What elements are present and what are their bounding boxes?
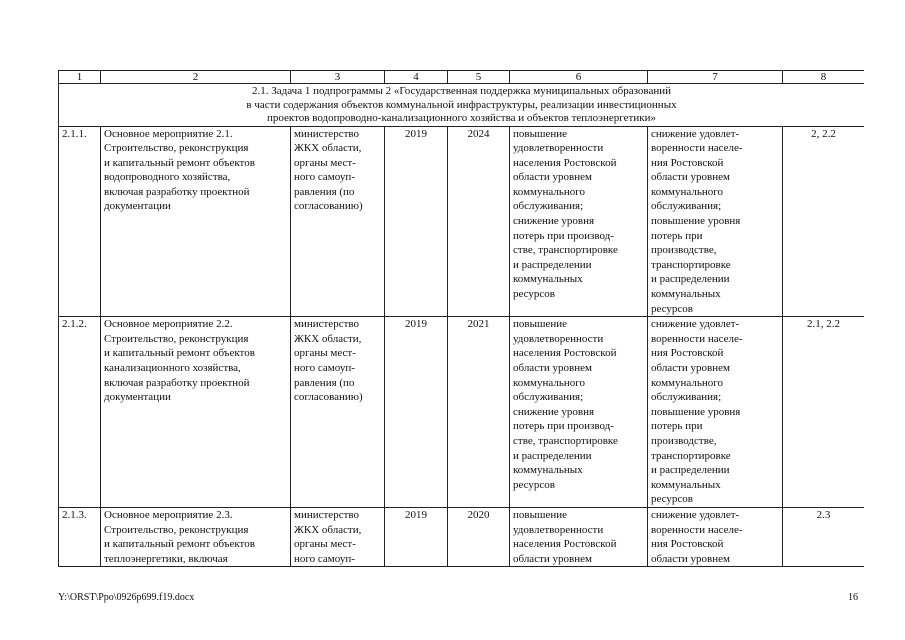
section-title-row [59,84,865,127]
table-row [59,507,865,566]
footer-file-path: Y:\ORST\Ppo\0926p699.f19.docx [58,592,195,603]
row-number: 2.1.3. [59,507,101,566]
responsible-executor: министерство ЖКХ области, органы мест- ного самоуп- равления (по согласованию) [291,126,385,317]
related-indicators: 2.3 [783,507,865,566]
activity-name: Основное мероприятие 2.3. Строительство, реконструкция и капитальный ремонт объектов теплоэнергетики, включая [101,507,291,566]
responsible-executor: министерство ЖКХ области, органы мест- ного самоуп- равления (по согласованию) [291,317,385,508]
expected-result: повышение удовлетворенности населения Ростовской области уровнем [510,507,648,566]
column-number: 6 [510,71,648,84]
column-number: 2 [101,71,291,84]
row-number: 2.1.1. [59,126,101,317]
column-number: 7 [648,71,783,84]
non-implementation-consequences: снижение удовлет- воренности населе- ния Ростовской области уровнем коммунального обслуживания; повышение уровня потерь при производстве, транспортировке и распределении коммунальных ресурсов [648,317,783,508]
end-year: 2024 [448,126,510,317]
end-year: 2020 [448,507,510,566]
non-implementation-consequences: снижение удовлет- воренности населе- ния Ростовской области уровнем коммунального обслуживания; повышение уровня потерь при производстве, транспортировке и распределении коммунальных ресурсов [648,126,783,317]
activity-name: Основное мероприятие 2.2. Строительство, реконструкция и капитальный ремонт объектов канализационного хозяйства, включая разработку проектной документации [101,317,291,508]
related-indicators: 2, 2.2 [783,126,865,317]
non-implementation-consequences: снижение удовлет- воренности населе- ния Ростовской области уровнем [648,507,783,566]
row-number: 2.1.2. [59,317,101,508]
column-number: 4 [385,71,448,84]
column-number-row [59,71,865,84]
section-title-line: 2.1. Задача 1 подпрограммы 2 «Государственная поддержка муниципальных образований [251,85,672,97]
responsible-executor: министерство ЖКХ области, органы мест- ного самоуп- [291,507,385,566]
table-row [59,126,865,317]
end-year: 2021 [448,317,510,508]
section-title [59,84,865,127]
related-indicators: 2.1, 2.2 [783,317,865,508]
start-year: 2019 [385,317,448,508]
start-year: 2019 [385,507,448,566]
page-number: 16 [848,592,858,603]
program-table-wrapper [58,70,864,578]
expected-result: повышение удовлетворенности населения Ростовской области уровнем коммунального обслуживания; снижение уровня потерь при производ- стве, транспортировке и распределении коммунальных ресурсов [510,317,648,508]
program-table [58,70,864,567]
section-title-line: проектов водопроводно-канализационного хозяйства и объектов теплоэнергетики» [267,112,656,124]
column-number: 8 [783,71,865,84]
column-number: 1 [59,71,101,84]
expected-result: повышение удовлетворенности населения Ростовской области уровнем коммунального обслуживания; снижение уровня потерь при производ- стве, транспортировке и распределении коммунальных ресурсов [510,126,648,317]
section-title-line: в части содержания объектов коммунальной инфраструктуры, реализации инвестиционных [246,98,677,111]
activity-name: Основное мероприятие 2.1. Строительство, реконструкция и капитальный ремонт объектов водопроводного хозяйства, включая разработку проектной документации [101,126,291,317]
column-number: 5 [448,71,510,84]
table-row [59,317,865,508]
column-number: 3 [291,71,385,84]
start-year: 2019 [385,126,448,317]
